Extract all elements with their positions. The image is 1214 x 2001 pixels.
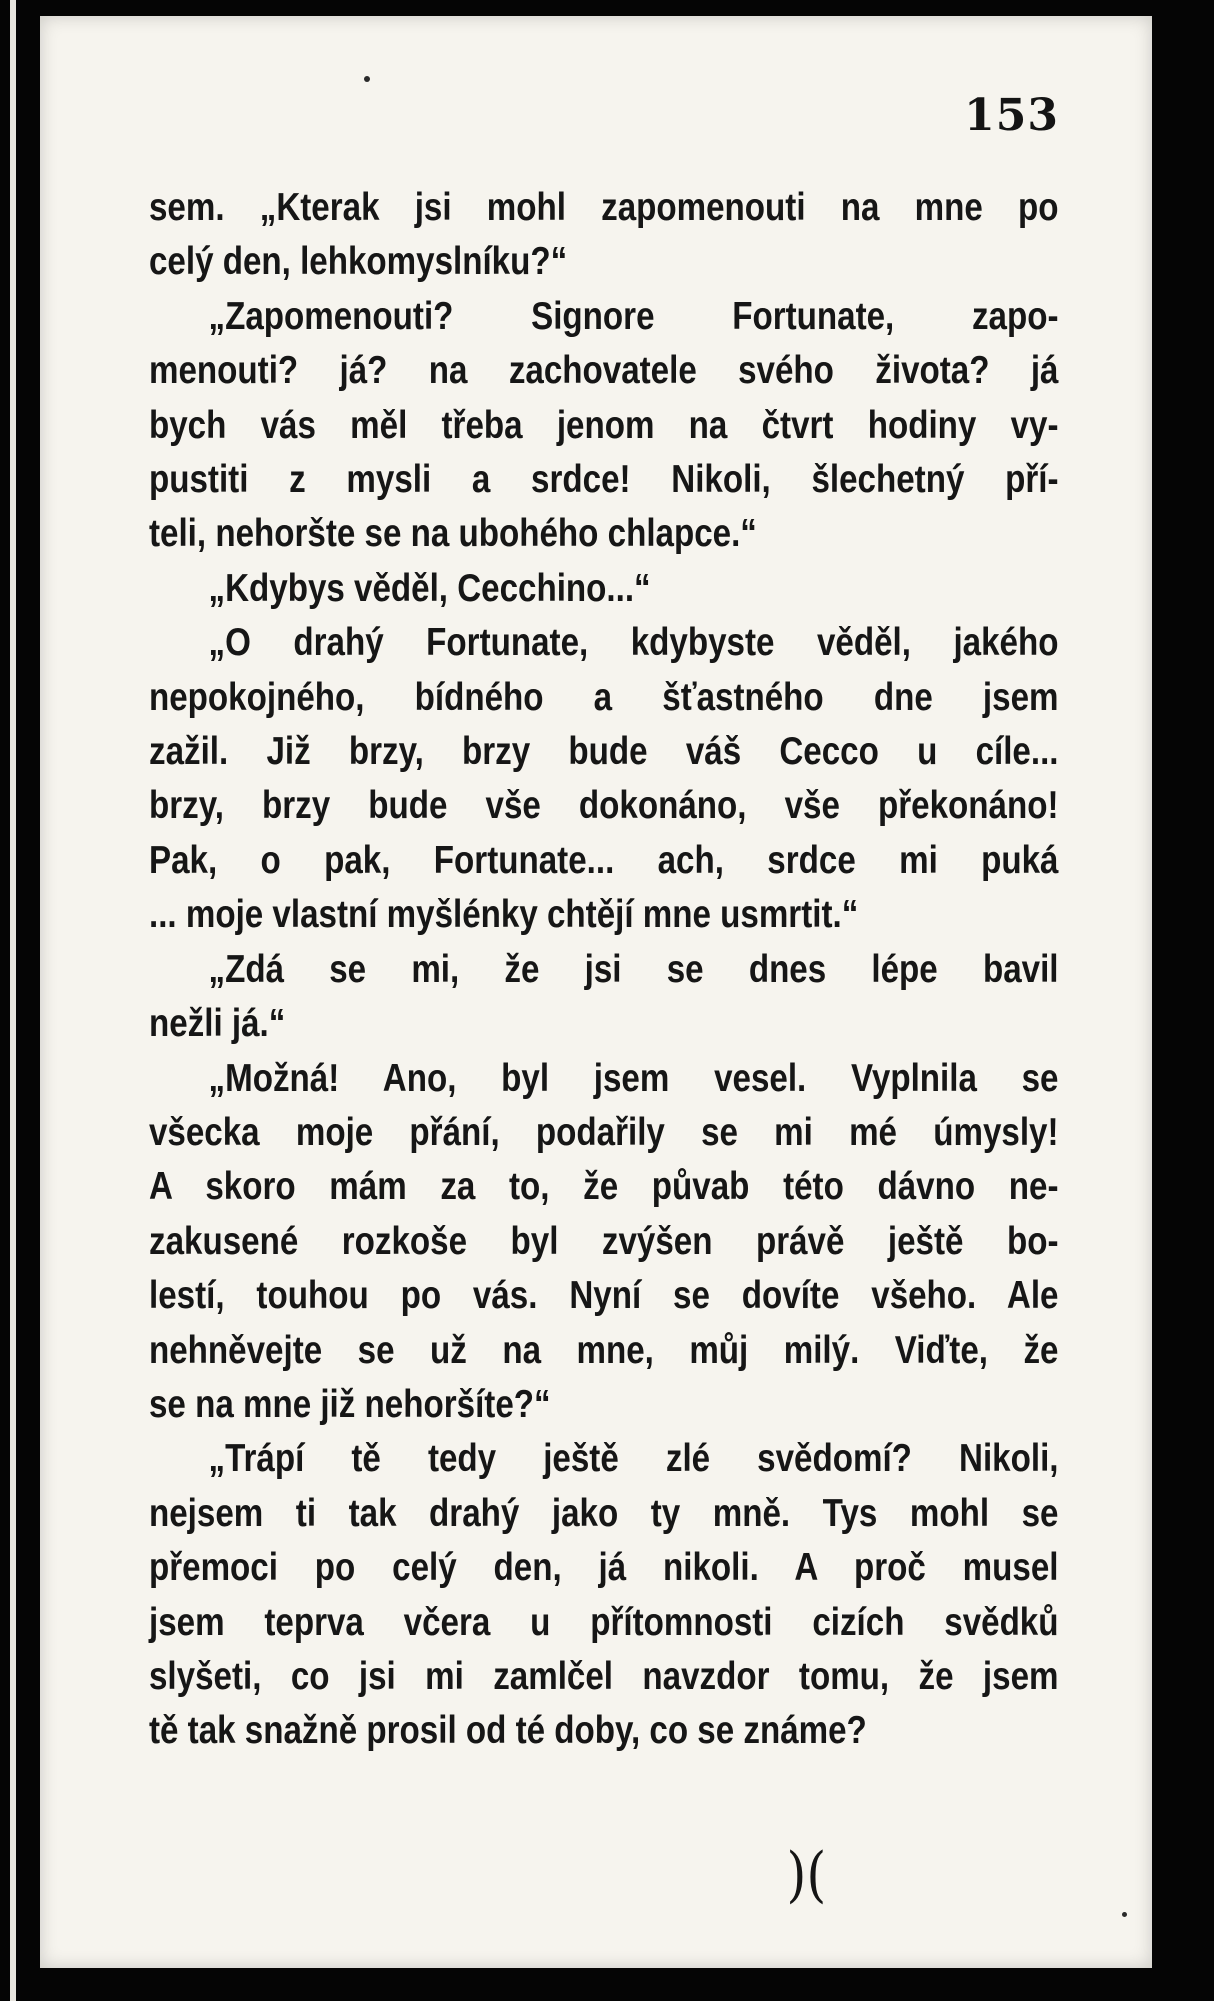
text-line: nežli já.“ — [149, 1002, 286, 1046]
text-line: brzy, brzy bude vše dokonáno, vše překonáno! — [149, 784, 1059, 828]
text-line: přemoci po celý den, já nikoli. A proč musel — [149, 1546, 1059, 1590]
text-line: „Zapomenouti? Signore Fortunate, zapo- — [208, 294, 1059, 338]
text-line: „Trápí tě tedy ještě zlé svědomí? Nikoli, — [208, 1437, 1059, 1481]
text-line: celý den, lehkomyslníku?“ — [149, 240, 568, 284]
page-number: 153 — [964, 90, 1059, 141]
page-text — [149, 181, 1059, 1759]
text-line: bych vás měl třeba jenom na čtvrt hodiny vy- — [149, 403, 1059, 447]
text-line: zažil. Již brzy, brzy bude váš Cecco u cíle... — [149, 730, 1059, 774]
ink-speck — [1122, 1912, 1127, 1917]
text-line: nepokojného, bídného a šťastného dne jsem — [149, 675, 1059, 719]
signature-mark: )( — [786, 1840, 827, 1910]
text-line: „Zdá se mi, že jsi se dnes lépe bavil — [208, 947, 1059, 991]
text-line: A skoro mám za to, že půvab této dávno ne- — [149, 1165, 1059, 1209]
text-line: „Kdybys věděl, Cecchino...“ — [208, 566, 651, 610]
text-line: teli, nehoršte se na ubohého chlapce.“ — [149, 512, 757, 556]
text-line: jsem teprva včera u přítomnosti cizích svědků — [149, 1600, 1059, 1644]
text-line: všecka moje přání, podařily se mi mé úmysly! — [149, 1110, 1059, 1154]
text-line: slyšeti, co jsi mi zamlčel navzdor tomu, že jsem — [149, 1654, 1059, 1698]
text-line: se na mne již nehoršíte?“ — [149, 1382, 551, 1426]
text-line: Pak, o pak, Fortunate... ach, srdce mi puká — [149, 838, 1059, 882]
text-line: tě tak snažně prosil od té doby, co se známe? — [149, 1709, 867, 1753]
scan-edge — [10, 0, 16, 2001]
text-line: nehněvejte se už na mne, můj milý. Viďte, že — [149, 1328, 1059, 1372]
text-line: zakusené rozkoše byl zvýšen právě ještě bo- — [149, 1219, 1059, 1263]
text-line: nejsem ti tak drahý jako ty mně. Tys mohl se — [149, 1491, 1059, 1535]
text-line: sem. „Kterak jsi mohl zapomenouti na mne po — [149, 186, 1059, 229]
text-line: pustiti z mysli a srdce! Nikoli, šlechetný pří- — [149, 458, 1059, 502]
text-line: ... moje vlastní myšlénky chtějí mne usmrtit.“ — [149, 893, 859, 937]
text-line: „O drahý Fortunate, kdybyste věděl, jakého — [208, 621, 1059, 665]
text-line: menouti? já? na zachovatele svého života? já — [149, 349, 1059, 393]
text-line: lestí, touhou po vás. Nyní se dovíte všeho. Ale — [149, 1274, 1059, 1318]
text-line: „Možná! Ano, byl jsem vesel. Vyplnila se — [208, 1056, 1059, 1100]
ink-speck — [364, 76, 370, 82]
